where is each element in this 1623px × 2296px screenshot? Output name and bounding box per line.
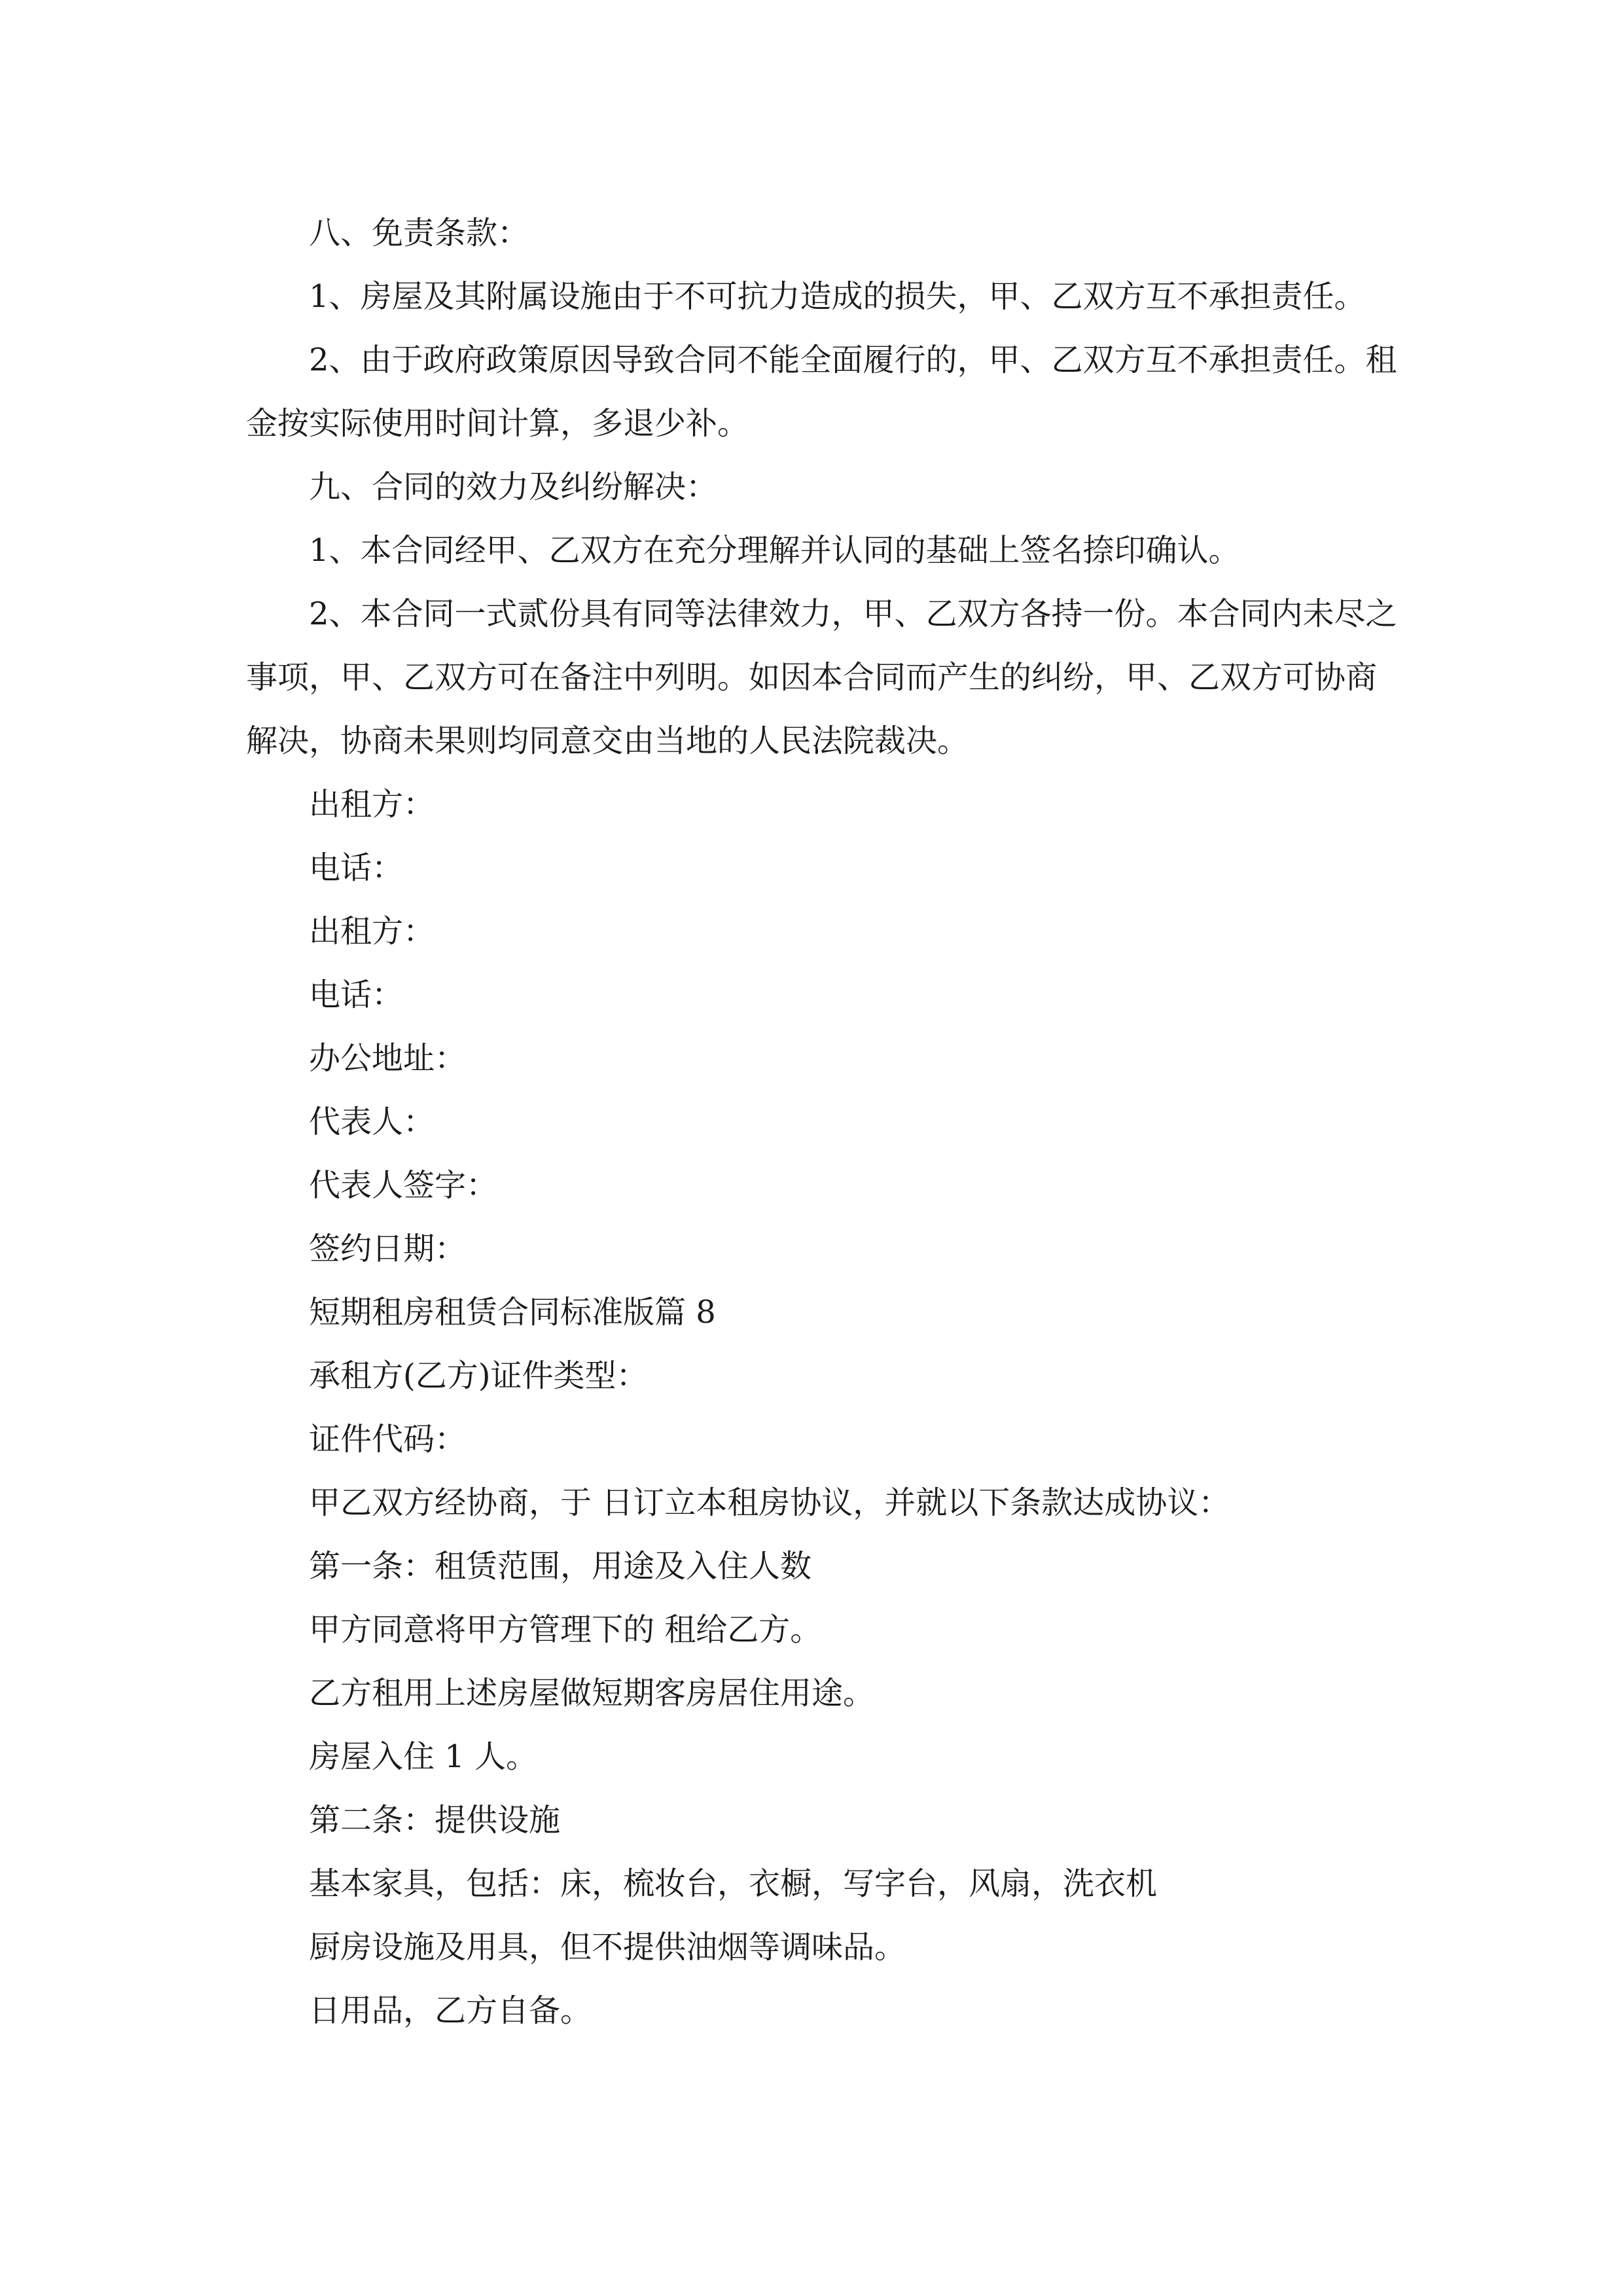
representative-signature-label: 代表人签字： bbox=[309, 1167, 498, 1204]
paragraph: 1、本合同经甲、乙双方在充分理解并认同的基础上签名捺印确认。 bbox=[309, 532, 1240, 569]
paragraph: 2、由于政府政策原因导致合同不能全面履行的，甲、乙双方互不承担责任。租金按实际使用时间计算，多退少补。 bbox=[246, 342, 1397, 442]
paragraph: 日用品，乙方自备。 bbox=[309, 1992, 592, 2029]
article-1-heading: 第一条：租赁范围，用途及入住人数 bbox=[309, 1548, 812, 1585]
paragraph: 房屋入住 1 人。 bbox=[309, 1738, 538, 1775]
lessee-id-type-label: 承租方(乙方)证件类型： bbox=[309, 1357, 648, 1394]
office-address-label: 办公地址： bbox=[309, 1040, 467, 1077]
id-code-label: 证件代码： bbox=[309, 1421, 467, 1458]
paragraph: 乙方租用上述房屋做短期客房居住用途。 bbox=[309, 1675, 875, 1712]
paragraph: 基本家具，包括：床，梳妆台，衣橱，写字台，风扇，洗衣机 bbox=[309, 1865, 1158, 1902]
lessor-label: 出租方： bbox=[309, 913, 435, 950]
paragraph: 厨房设施及用具，但不提供油烟等调味品。 bbox=[309, 1929, 906, 1965]
phone-label: 电话： bbox=[309, 977, 404, 1013]
representative-label: 代表人： bbox=[309, 1103, 435, 1140]
contract-title: 短期租房租赁合同标准版篇 8 bbox=[309, 1294, 716, 1331]
phone-label: 电话： bbox=[309, 850, 404, 886]
paragraph: 1、房屋及其附属设施由于不可抗力造成的损失，甲、乙双方互不承担责任。 bbox=[309, 278, 1366, 315]
signing-date-label: 签约日期： bbox=[309, 1230, 467, 1267]
section-heading-disclaimer: 八、免责条款： bbox=[309, 215, 529, 251]
document-body bbox=[246, 202, 1398, 2043]
article-2-heading: 第二条：提供设施 bbox=[309, 1802, 561, 1839]
paragraph: 甲乙双方经协商，于 日订立本租房协议，并就以下条款达成协议： bbox=[309, 1484, 1230, 1521]
section-heading-validity: 九、合同的效力及纠纷解决： bbox=[309, 469, 718, 505]
paragraph: 甲方同意将甲方管理下的 租给乙方。 bbox=[309, 1611, 822, 1648]
paragraph: 2、本合同一式贰份具有同等法律效力，甲、乙双方各持一份。本合同内未尽之事项，甲、乙双方可在备注中列明。如因本合同而产生的纠纷，甲、乙双方可协商解决，协商未果则均同意交由当地的人民法院裁决。 bbox=[246, 596, 1397, 759]
lessor-label: 出租方： bbox=[309, 786, 435, 823]
